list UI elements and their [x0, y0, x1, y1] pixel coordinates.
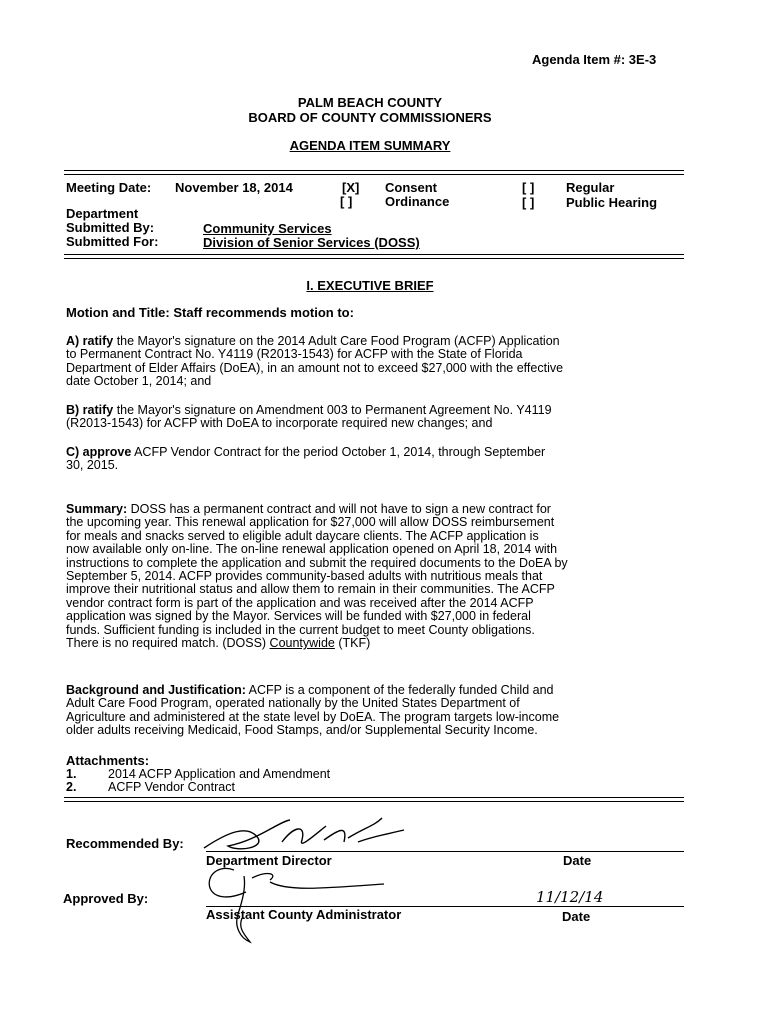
attachment-text: ACFP Vendor Contract — [108, 780, 235, 794]
department-label: Department — [66, 206, 139, 221]
summary-tail: (TKF) — [334, 636, 371, 651]
separator-line — [64, 797, 684, 802]
attachment-text: 2014 ACFP Application and Amendment — [108, 767, 331, 781]
summary-line: now available only on-line. The on-line renewal application opened on April 18, 2014 with — [66, 542, 558, 557]
department-director-title: Department Director — [206, 853, 332, 868]
motion-item-a — [66, 335, 563, 389]
consent-checkbox[interactable]: [X] — [342, 180, 360, 195]
summary-line: instructions to complete the application and submit the required documents to the DoEA by — [66, 555, 568, 570]
signature-line — [206, 851, 684, 852]
motion-a-lead: A) ratify — [66, 334, 114, 348]
executive-brief-title: I. EXECUTIVE BRIEF — [306, 278, 434, 293]
consent-label: Consent — [385, 180, 437, 195]
recommended-date-label: Date — [563, 853, 592, 868]
motion-b-line: the Mayor's signature on Amendment 003 to Permanent Agreement No. Y4119 — [113, 403, 552, 417]
submitted-by-label: Submitted By: — [66, 220, 155, 235]
summary-line: DOSS has a permanent contract and will not have to sign a new contract for — [127, 502, 551, 516]
motion-c-line: 30, 2015. — [66, 458, 119, 473]
meeting-date-value: November 18, 2014 — [175, 180, 293, 195]
summary-line: application was signed by the Mayor. Services will be funded with $27,000 in federal — [66, 609, 531, 624]
ordinance-checkbox[interactable]: [ ] — [340, 194, 353, 209]
summary-line: the upcoming year. This renewal application for $27,000 will allow DOSS reimbursement — [66, 515, 555, 530]
motion-a-line: date October 1, 2014; and — [66, 374, 212, 389]
countywide-text: Countywide — [269, 636, 335, 651]
motion-c-line: ACFP Vendor Contract for the period October 1, 2014, through September — [131, 445, 546, 459]
ordinance-label: Ordinance — [385, 194, 450, 209]
motion-title: Motion and Title: Staff recommends motion to: — [66, 305, 354, 320]
background-paragraph — [66, 684, 559, 738]
motion-item-c — [66, 446, 545, 473]
summary-line: There is no required match. (DOSS) — [66, 636, 270, 651]
motion-a-line: to Permanent Contract No. Y4119 (R2013-1543) for ACFP with the State of Florida — [66, 347, 523, 362]
county-title: PALM BEACH COUNTY — [297, 95, 443, 110]
attachments-label: Attachments: — [66, 753, 150, 768]
director-signature — [198, 812, 428, 856]
background-line: older adults receiving Medicaid, Food Stamps, and/or Supplemental Security Income. — [66, 723, 538, 738]
summary-line: for meals and snacks served to eligible adult daycare clients. The ACFP application is — [66, 528, 539, 543]
public-hearing-label: Public Hearing — [566, 195, 658, 210]
approved-date-value: 11/12/14 — [536, 888, 604, 906]
approved-by-label: Approved By: — [63, 891, 149, 906]
background-label: Background and Justification: — [66, 683, 246, 697]
summary-line: vendor contract form is part of the application and was received after the 2014 ACFP — [66, 595, 534, 610]
summary-paragraph — [66, 503, 568, 650]
approved-date-label: Date — [562, 909, 591, 924]
administrator-signature — [198, 858, 398, 948]
summary-label: Summary: — [66, 502, 128, 516]
background-line: Agriculture and administered at the state level by DoEA. The program targets low-income — [66, 709, 560, 724]
motion-item-b — [66, 404, 552, 431]
motion-b-lead: B) ratify — [66, 403, 114, 417]
agenda-item-number: Agenda Item #: 3E-3 — [532, 52, 657, 67]
submitted-for-value: Division of Senior Services (DOSS) — [203, 235, 420, 250]
background-line: Adult Care Food Program, operated nationally by the United States Department of — [66, 696, 520, 711]
board-title: BOARD OF COUNTY COMMISSIONERS — [248, 110, 492, 125]
motion-a-line: the Mayor's signature on the 2014 Adult Care Food Program (ACFP) Application — [113, 334, 560, 348]
attachment-number: 2. — [66, 780, 77, 794]
summary-line: improve their nutritional status and allow them to remain in their communities. The ACFP — [66, 582, 555, 597]
assistant-county-administrator-title: Assistant County Administrator — [206, 907, 402, 922]
submitted-for-label: Submitted For: — [66, 234, 159, 249]
agenda-summary-title: AGENDA ITEM SUMMARY — [289, 138, 451, 153]
separator-line — [64, 170, 684, 175]
separator-line — [64, 254, 684, 259]
motion-a-line: Department of Elder Affairs (DoEA), in an amount not to exceed $27,000 with the effective — [66, 360, 564, 375]
motion-c-lead: C) approve — [66, 445, 132, 459]
summary-line: September 5, 2014. ACFP provides community-based adults with nutritious meals that — [66, 569, 543, 584]
attachment-number: 1. — [66, 767, 77, 781]
regular-checkbox[interactable]: [ ] — [522, 180, 535, 195]
public-hearing-checkbox[interactable]: [ ] — [522, 195, 535, 210]
motion-b-line: (R2013-1543) for ACFP with DoEA to incorporate required new changes; and — [66, 416, 493, 431]
summary-line: funds. Sufficient funding is included in the current budget to meet County obligations. — [66, 622, 535, 637]
submitted-by-value: Community Services — [203, 221, 332, 236]
regular-label: Regular — [566, 180, 615, 195]
meeting-date-label: Meeting Date: — [66, 180, 152, 195]
recommended-by-label: Recommended By: — [66, 836, 184, 851]
background-line: ACFP is a component of the federally funded Child and — [245, 683, 554, 697]
